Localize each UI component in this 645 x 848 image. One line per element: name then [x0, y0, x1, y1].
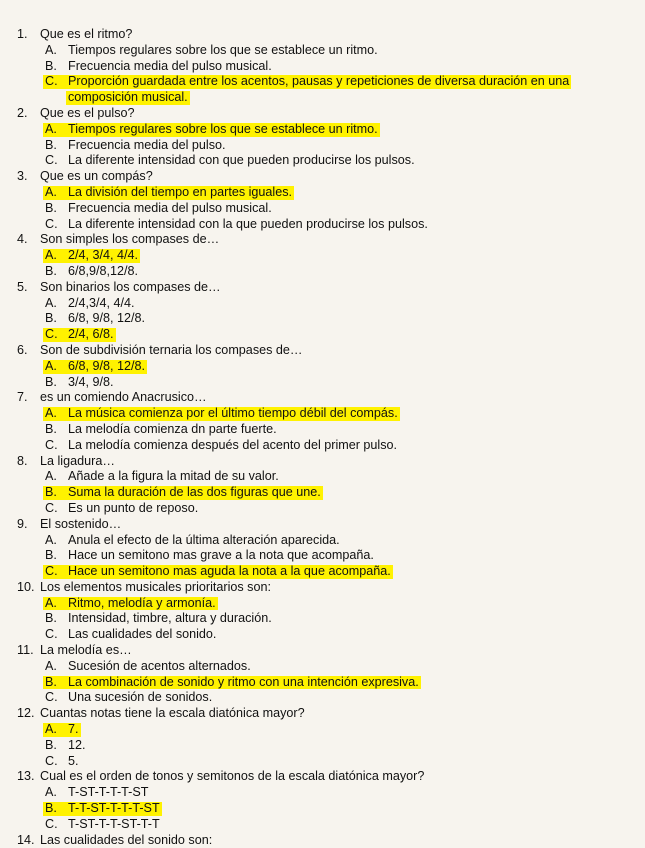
question-item	[0, 169, 645, 232]
option-letter: A.	[45, 532, 57, 547]
answer-option	[0, 611, 645, 627]
option-letter: C.	[45, 437, 58, 452]
option-text: composición musical.	[68, 90, 188, 105]
question-item	[0, 769, 645, 832]
option-text: 2/4, 6/8.	[68, 327, 114, 342]
correct-answer-option	[0, 596, 645, 612]
question-item	[0, 454, 645, 517]
option-text: Una sucesión de sonidos.	[68, 690, 213, 705]
option-letter: C.	[45, 627, 58, 642]
question-text: es un comiendo Anacrusico…	[40, 390, 207, 405]
option-text: T-ST-T-T-ST-T-T	[68, 816, 160, 831]
answer-option	[0, 264, 645, 280]
answer-option	[0, 43, 645, 59]
answer-option	[0, 627, 645, 643]
option-letter: A.	[45, 42, 57, 57]
question-text: Cuantas notas tiene la escala diatónica mayor?	[40, 706, 305, 721]
question-item	[0, 580, 645, 643]
option-letter: A.	[45, 469, 57, 484]
option-letter: C.	[45, 74, 58, 89]
document-page	[0, 27, 645, 848]
option-text: 6/8, 9/8, 12/8.	[68, 358, 146, 373]
answer-option	[0, 754, 645, 770]
question-item	[0, 280, 645, 343]
answer-option	[0, 738, 645, 754]
option-letter: C.	[45, 327, 58, 342]
option-text: Suma la duración de las dos figuras que une.	[68, 485, 321, 500]
question-item	[0, 706, 645, 769]
question-number: 5.	[17, 279, 28, 294]
option-letter: A.	[45, 406, 57, 421]
option-letter: B.	[45, 374, 57, 389]
option-text: Tiempos regulares sobre los que se establece un ritmo.	[68, 42, 378, 57]
option-letter: C.	[45, 753, 58, 768]
answer-option	[0, 201, 645, 217]
option-text: Añade a la figura la mitad de su valor.	[68, 469, 279, 484]
option-text: Hace un semitono mas grave a la nota que acompaña.	[68, 548, 374, 563]
option-text: Frecuencia media del pulso musical.	[68, 200, 272, 215]
question-text: El sostenido…	[40, 516, 122, 531]
option-letter: B.	[45, 485, 57, 500]
answer-option	[0, 59, 645, 75]
answer-option	[0, 533, 645, 549]
option-letter: B.	[45, 674, 57, 689]
question-line	[0, 580, 645, 596]
option-letter: B.	[45, 801, 57, 816]
question-line	[0, 833, 645, 848]
question-number: 9.	[17, 516, 28, 531]
option-text: La diferente intensidad con que pueden producirse los pulsos.	[68, 153, 415, 168]
option-text: La melodía comienza después del acento del primer pulso.	[68, 437, 398, 452]
option-letter: B.	[45, 200, 57, 215]
option-letter: B.	[45, 263, 57, 278]
question-line	[0, 232, 645, 248]
option-letter: C.	[45, 564, 58, 579]
option-text: Frecuencia media del pulso.	[68, 137, 226, 152]
option-letter: C.	[45, 216, 58, 231]
question-item	[0, 517, 645, 580]
option-text: Anula el efecto de la última alteración aparecida.	[68, 532, 340, 547]
option-letter: B.	[45, 311, 57, 326]
answer-option	[0, 422, 645, 438]
correct-answer-option	[0, 675, 645, 691]
answer-option-continuation	[0, 90, 645, 106]
option-text: 6/8,9/8,12/8.	[68, 263, 139, 278]
option-text: 3/4, 9/8.	[68, 374, 114, 389]
option-text: La diferente intensidad con la que pueden producirse los pulsos.	[68, 216, 428, 231]
option-text: T-T-ST-T-T-T-ST	[68, 801, 160, 816]
option-text: Hace un semitono mas aguda la nota a la que acompaña.	[68, 564, 391, 579]
option-text: 12.	[68, 737, 86, 752]
question-item	[0, 27, 645, 106]
option-letter: A.	[45, 595, 57, 610]
option-text: Las cualidades del sonido.	[68, 627, 217, 642]
question-text: Los elementos musicales prioritarios son:	[40, 579, 271, 594]
answer-option	[0, 785, 645, 801]
question-number: 10.	[17, 579, 35, 594]
answer-option	[0, 469, 645, 485]
correct-answer-option	[0, 122, 645, 138]
question-text: Que es el ritmo?	[40, 27, 133, 41]
question-text: Cual es el orden de tonos y semitonos de la escala diatónica mayor?	[40, 769, 425, 784]
option-letter: C.	[45, 153, 58, 168]
option-text: Proporción guardada entre los acentos, pausas y repeticiones de diversa duración en una	[68, 74, 570, 89]
question-number: 11.	[17, 643, 34, 658]
option-text: La música comienza por el último tiempo débil del compás.	[68, 406, 398, 421]
option-text: 7.	[68, 722, 79, 737]
option-letter: A.	[45, 295, 57, 310]
option-letter: B.	[45, 137, 57, 152]
correct-answer-option	[0, 406, 645, 422]
answer-option	[0, 548, 645, 564]
answer-option	[0, 817, 645, 833]
option-text: Frecuencia media del pulso musical.	[68, 58, 272, 73]
question-item	[0, 390, 645, 453]
question-line	[0, 27, 645, 43]
question-text: La ligadura…	[40, 453, 115, 468]
question-line	[0, 106, 645, 122]
question-number: 2.	[17, 105, 28, 120]
option-text: T-ST-T-T-T-ST	[68, 785, 149, 800]
option-text: Intensidad, timbre, altura y duración.	[68, 611, 272, 626]
option-text: Ritmo, melodía y armonía.	[68, 595, 216, 610]
option-letter: A.	[45, 248, 57, 263]
option-text: Es un punto de reposo.	[68, 500, 199, 515]
question-line	[0, 706, 645, 722]
option-text: Tiempos regulares sobre los que se establece un ritmo.	[68, 121, 378, 136]
option-letter: C.	[45, 690, 58, 705]
option-letter: B.	[45, 737, 57, 752]
option-letter: A.	[45, 658, 57, 673]
question-number: 8.	[17, 453, 28, 468]
option-text: Sucesión de acentos alternados.	[68, 658, 251, 673]
answer-option	[0, 690, 645, 706]
question-item	[0, 232, 645, 279]
option-text: 2/4, 3/4, 4/4.	[68, 248, 139, 263]
question-line	[0, 390, 645, 406]
question-number: 4.	[17, 232, 28, 247]
correct-answer-option	[0, 722, 645, 738]
question-line	[0, 343, 645, 359]
question-number: 1.	[17, 27, 28, 41]
question-line	[0, 643, 645, 659]
answer-option	[0, 501, 645, 517]
question-line	[0, 517, 645, 533]
question-text: Son binarios los compases de…	[40, 279, 221, 294]
question-text: Son de subdivisión ternaria los compases de…	[40, 342, 303, 357]
question-number: 13.	[17, 769, 35, 784]
option-letter: A.	[45, 184, 57, 199]
option-letter: A.	[45, 785, 57, 800]
option-letter: B.	[45, 611, 57, 626]
option-text: La melodía comienza dn parte fuerte.	[68, 421, 277, 436]
option-letter: A.	[45, 121, 57, 136]
option-letter: B.	[45, 548, 57, 563]
question-item	[0, 106, 645, 169]
question-line	[0, 454, 645, 470]
correct-answer-option	[0, 485, 645, 501]
correct-answer-option	[0, 359, 645, 375]
question-number: 6.	[17, 342, 28, 357]
question-text: La melodía es…	[40, 643, 132, 658]
option-letter: C.	[45, 816, 58, 831]
question-number: 14.	[17, 832, 35, 847]
option-text: 6/8, 9/8, 12/8.	[68, 311, 146, 326]
option-text: La división del tiempo en partes iguales.	[68, 184, 293, 199]
question-text: Son simples los compases de…	[40, 232, 220, 247]
question-item	[0, 343, 645, 390]
option-letter: B.	[45, 58, 57, 73]
question-number: 7.	[17, 390, 28, 405]
answer-option	[0, 153, 645, 169]
answer-option	[0, 217, 645, 233]
option-text: La combinación de sonido y ritmo con una intención expresiva.	[68, 674, 419, 689]
correct-answer-option	[0, 248, 645, 264]
option-letter: C.	[45, 500, 58, 515]
question-number: 3.	[17, 169, 28, 184]
question-line	[0, 769, 645, 785]
correct-answer-option	[0, 564, 645, 580]
option-text: 2/4,3/4, 4/4.	[68, 295, 135, 310]
question-line	[0, 169, 645, 185]
option-letter: B.	[45, 421, 57, 436]
answer-option	[0, 438, 645, 454]
answer-option	[0, 296, 645, 312]
answer-option	[0, 138, 645, 154]
answer-option	[0, 659, 645, 675]
correct-answer-option	[0, 185, 645, 201]
correct-answer-option	[0, 327, 645, 343]
question-number: 12.	[17, 706, 35, 721]
option-letter: A.	[45, 722, 57, 737]
question-item	[0, 643, 645, 706]
question-item	[0, 833, 645, 848]
question-line	[0, 280, 645, 296]
option-letter: A.	[45, 358, 57, 373]
question-text: Que es un compás?	[40, 169, 153, 184]
correct-answer-option	[0, 74, 645, 90]
option-text: 5.	[68, 753, 79, 768]
answer-option	[0, 375, 645, 391]
correct-answer-option	[0, 801, 645, 817]
answer-option	[0, 311, 645, 327]
question-text: Que es el pulso?	[40, 105, 135, 120]
question-text: Las cualidades del sonido son:	[40, 832, 213, 847]
